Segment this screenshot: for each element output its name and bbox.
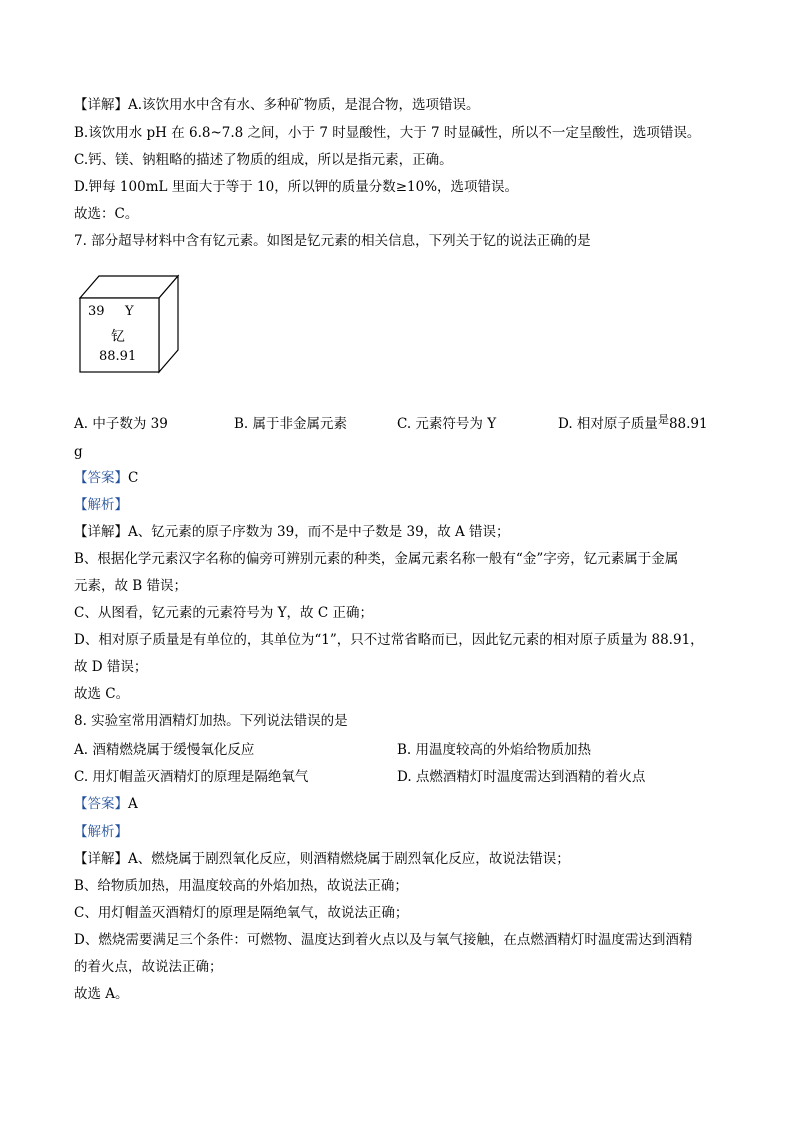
- q8-detail-line: C、用灯帽盖灭酒精灯的原理是隔绝氧气，故说法正确；: [74, 905, 409, 921]
- q8-detail-line: [74, 850, 570, 868]
- detail-tag: 【详解】: [74, 524, 128, 540]
- detail-text: A、钇元素的原子序数为 39，而不是中子数是 39，故 A 错误；: [128, 524, 510, 540]
- explanation-line: C.钙、镁、钠粗略的描述了物质的组成，所以是指元素，正确。: [74, 152, 453, 168]
- q7-analysis-tag: [74, 496, 128, 514]
- q7-detail-line: B、根据化学元素汉字名称的偏旁可辨别元素的种类，金属元素名称一般有“金”字旁，钇元素属于金属: [74, 551, 679, 567]
- answer-value: C: [128, 470, 139, 486]
- q7-option-c: C. 元素符号为 Y: [397, 416, 497, 432]
- explanation-line: B.该饮用水 pH 在 6.8~7.8 之间，小于 7 时显酸性，大于 7 时显碱性，所以不一定呈酸性，选项错误。: [74, 125, 701, 141]
- q8-option-d: D. 点燃酒精灯时温度需达到酒精的着火点: [397, 769, 646, 785]
- explanation-line: [74, 96, 480, 114]
- answer-tag: 【答案】: [74, 796, 128, 812]
- q8-analysis-tag: [74, 823, 128, 841]
- q8-detail-line: B、给物质加热，用温度较高的外焰加热，故说法正确；: [74, 878, 408, 894]
- q7-detail-line: 元素，故 B 错误；: [74, 578, 188, 594]
- conclusion-line: 故选：C。: [74, 206, 139, 222]
- answer-tag: 【答案】: [74, 470, 128, 486]
- explanation-line: D.钾每 100mL 里面大于等于 10，所以钾的质量分数≥10%，选项错误。: [74, 179, 519, 195]
- q8-detail-line: 的着火点，故说法正确；: [74, 959, 223, 975]
- element-name: 钇: [111, 329, 125, 345]
- q8-conclusion: 故选 A。: [74, 986, 129, 1002]
- q7-answer-line: [74, 469, 138, 487]
- q7-option-b: B. 属于非金属元素: [234, 416, 348, 432]
- q7-detail-line: D、相对原子质量是有单位的，其单位为“1”，只不过常省略而已，因此钇元素的相对原子质量为 88.91，: [74, 632, 704, 648]
- option-d-text: D. 相对原子质量: [558, 416, 658, 432]
- q7-detail-line: C、从图看，钇元素的元素符号为 Y，故 C 正确；: [74, 605, 373, 621]
- atomic-mass: 88.91: [99, 349, 137, 364]
- element-card-yttrium: [77, 274, 181, 374]
- q8-option-a: A. 酒精燃烧属于缓慢氧化反应: [74, 742, 255, 758]
- option-d-value: 88.91: [668, 416, 708, 432]
- detail-tag: 【详解】: [74, 97, 128, 113]
- element-symbol: Y: [125, 304, 134, 319]
- q7-detail-line: [74, 523, 510, 541]
- q8-option-b: B. 用温度较高的外焰给物质加热: [397, 742, 592, 758]
- q7-option-d-unit: g: [74, 444, 83, 460]
- q7-detail-line: 故 D 错误；: [74, 659, 148, 675]
- q8-detail-line: D、燃烧需要满足三个条件：可燃物、温度达到着火点以及与氧气接触，在点燃酒精灯时温度需达到酒精: [74, 932, 693, 948]
- detail-tag: 【详解】: [74, 851, 128, 867]
- q8-answer-line: [74, 795, 138, 813]
- q7-option-d: [558, 415, 708, 433]
- q7-option-a: A. 中子数为 39: [74, 416, 168, 432]
- option-d-superscript: 是: [657, 413, 669, 426]
- q7-conclusion: 故选 C。: [74, 686, 130, 702]
- analysis-tag: 【解析】: [74, 824, 128, 840]
- atomic-number: 39: [88, 304, 105, 319]
- explanation-text: A.该饮用水中含有水、多种矿物质，是混合物，选项错误。: [128, 97, 480, 113]
- question-7-stem: 7. 部分超导材料中含有钇元素。如图是钇元素的相关信息，下列关于钇的说法正确的是: [74, 233, 591, 249]
- answer-value: A: [128, 796, 138, 812]
- analysis-tag: 【解析】: [74, 497, 128, 513]
- q8-option-c: C. 用灯帽盖灭酒精灯的原理是隔绝氧气: [74, 769, 309, 785]
- detail-text: A、燃烧属于剧烈氧化反应，则酒精燃烧属于剧烈氧化反应，故说法错误；: [128, 851, 570, 867]
- question-8-stem: 8. 实验室常用酒精灯加热。下列说法错误的是: [74, 713, 348, 729]
